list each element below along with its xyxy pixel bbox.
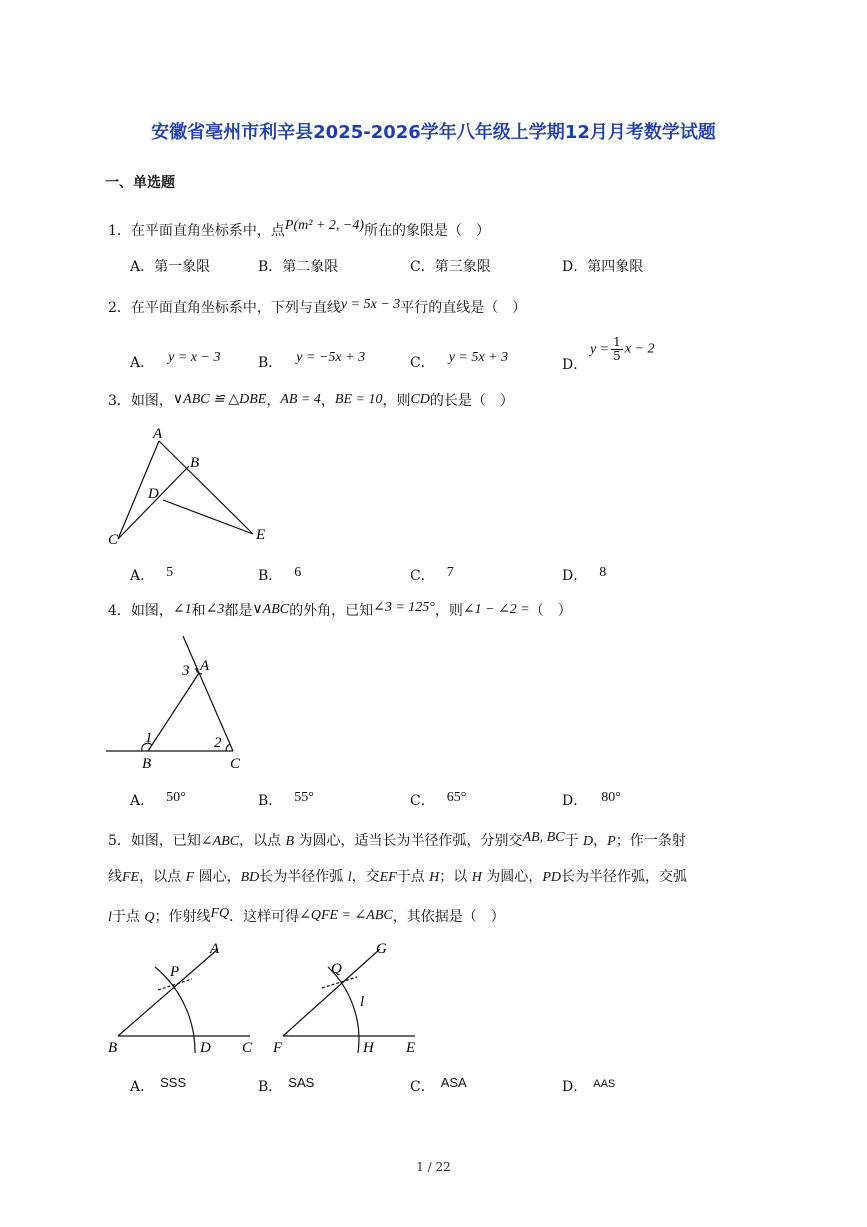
option-text: 5 xyxy=(166,565,174,580)
q2-option-c[interactable] xyxy=(410,352,508,372)
q3-option-b[interactable] xyxy=(258,565,301,585)
q5-option-c[interactable] xyxy=(410,1076,467,1096)
option-text: SSS xyxy=(160,1075,187,1090)
q5-label-a: A xyxy=(210,941,220,957)
q5-label-l: l xyxy=(360,994,365,1010)
q5-option-b[interactable] xyxy=(258,1076,314,1096)
option-text: AAS xyxy=(593,1078,616,1090)
q5-math: P xyxy=(607,834,616,849)
option-label: A． xyxy=(130,259,155,275)
q5-label-g: G xyxy=(376,941,387,957)
q3-math-ab: AB = 4 xyxy=(280,392,321,407)
q1-stem-end: 所在的象限是（ ） xyxy=(364,223,490,239)
question-2-stem xyxy=(108,297,526,317)
option-label: D． xyxy=(562,793,588,809)
option-text: 7 xyxy=(446,565,454,580)
q4-label-3: 3 xyxy=(182,663,190,679)
option-text: y = 5x + 3 xyxy=(448,350,509,365)
option-label: B． xyxy=(258,355,283,371)
q3-text: ， xyxy=(266,393,281,409)
q4-option-d[interactable] xyxy=(562,790,621,810)
q2-option-b[interactable] xyxy=(258,352,365,372)
option-label: C． xyxy=(410,793,435,809)
q5-math: D xyxy=(583,834,594,849)
option-label: C． xyxy=(410,568,435,584)
q3-text: ， xyxy=(320,393,335,409)
q3-text: 的长是（ ） xyxy=(429,393,514,409)
q3-text: ，则 xyxy=(382,393,411,409)
option-label: A． xyxy=(130,1079,155,1095)
q2-option-d[interactable] xyxy=(562,354,587,374)
option-text: SAS xyxy=(288,1075,315,1090)
q4-label-b: B xyxy=(142,756,152,772)
q4-text: 都是 xyxy=(224,603,253,619)
q5-text: ，交 xyxy=(351,869,380,885)
q4-label-a: A xyxy=(200,658,210,674)
q5-text: ，以点 xyxy=(139,869,186,885)
q5-text: 为圆心，适当长为半径作弧，分别交 xyxy=(294,833,523,849)
q5-label-e: E xyxy=(406,1040,416,1056)
option-label: D． xyxy=(562,1079,588,1095)
question-5-line-3 xyxy=(108,906,505,926)
q5-math: l xyxy=(347,870,352,885)
q2-stem-start: 2．在平面直角坐标系中，下列与直线 xyxy=(108,300,341,316)
q5-label-c: C xyxy=(242,1040,253,1056)
q5-text: 5．如图，已知 xyxy=(108,833,201,849)
q1-math-point: P(m² + 2, −4) xyxy=(284,218,364,233)
q1-option-c[interactable] xyxy=(410,256,491,276)
q1-stem-start: 1．在平面直角坐标系中，点 xyxy=(108,223,285,239)
q4-math-ask: ∠1 − ∠2 = xyxy=(462,602,530,617)
fraction xyxy=(611,336,623,363)
q5-math: AB, BC xyxy=(522,830,565,845)
q5-math: PD xyxy=(542,870,561,885)
option-label: C． xyxy=(410,355,435,371)
q5-text: 线 xyxy=(108,869,122,885)
q4-text: 4．如图， xyxy=(108,603,173,619)
option-label: A． xyxy=(130,355,155,371)
option-text: y = −5x + 3 xyxy=(296,350,366,365)
q4-figure xyxy=(100,628,260,776)
q5-math: ∠ABC xyxy=(200,834,240,849)
fraction-numerator: 1 xyxy=(613,335,621,349)
q5-text: 为圆心， xyxy=(481,869,543,885)
q5-text: ，其依据是（ ） xyxy=(392,909,505,925)
q2-option-d-math xyxy=(590,336,654,363)
option-text: 8 xyxy=(599,565,607,580)
question-4-stem xyxy=(108,600,572,620)
q4-option-c[interactable] xyxy=(410,790,466,810)
option-text: 第三象限 xyxy=(434,259,491,275)
option-text: 第一象限 xyxy=(154,259,211,275)
q5-option-d[interactable] xyxy=(562,1076,615,1096)
option-text: 80° xyxy=(601,790,621,805)
q3-option-a[interactable] xyxy=(130,565,173,585)
question-1-stem xyxy=(108,220,490,240)
q5-text: ．这样可得 xyxy=(229,909,300,925)
q4-option-a[interactable] xyxy=(130,790,186,810)
option-text: y = x − 3 xyxy=(168,350,221,365)
q5-math: H xyxy=(471,870,482,885)
q3-math-congruence: ∨ABC ≌ △DBE xyxy=(172,392,267,407)
q5-label-b: B xyxy=(108,1040,118,1056)
page-number: 1 / 22 xyxy=(416,1160,451,1174)
q5-label-h: H xyxy=(363,1040,374,1056)
q5-math: ∠QFE = ∠ABC xyxy=(299,908,393,923)
q5-label-p: P xyxy=(170,964,180,980)
q5-math: Q xyxy=(144,910,155,925)
q3-text: 3．如图， xyxy=(108,393,173,409)
option-label: A． xyxy=(130,793,155,809)
option-label: A． xyxy=(130,568,155,584)
option-label: B． xyxy=(258,1079,283,1095)
q5-math: EF xyxy=(379,870,397,885)
q5-math: FQ xyxy=(210,906,230,921)
q5-label-q: Q xyxy=(331,961,342,977)
option-label: C． xyxy=(410,1079,435,1095)
option-text: 第四象限 xyxy=(587,259,644,275)
q5-text: ；以 xyxy=(439,869,472,885)
option-label: D． xyxy=(562,568,588,584)
q4-text: 和 xyxy=(191,603,206,619)
q2-stem-end: 平行的直线是（ ） xyxy=(400,300,527,316)
q4-math-angle3: ∠3 xyxy=(205,602,225,617)
q4-math-angle1: ∠1 xyxy=(172,602,192,617)
q4-option-b[interactable] xyxy=(258,790,314,810)
q5-text: 长为半径作弧，交弧 xyxy=(560,869,687,885)
q3-option-c[interactable] xyxy=(410,565,454,585)
q5-text: ，以点 xyxy=(239,833,286,849)
option-label: C． xyxy=(410,259,435,275)
option-text: ASA xyxy=(440,1075,467,1090)
q1-option-a[interactable] xyxy=(130,256,210,276)
q3-option-d[interactable] xyxy=(562,565,606,585)
q4-math-triangle: ∨ABC xyxy=(252,602,290,617)
q5-text: 于点 xyxy=(396,869,430,885)
option-text: 50° xyxy=(166,790,186,805)
option-label: B． xyxy=(258,259,283,275)
option-label: D． xyxy=(562,259,588,275)
option-text: 55° xyxy=(294,790,314,805)
q3-figure xyxy=(100,420,290,555)
q1-option-d[interactable] xyxy=(562,256,643,276)
option-text: 6 xyxy=(294,565,302,580)
q3-label-c: C xyxy=(108,532,119,548)
option-label: B． xyxy=(258,568,283,584)
q5-text: 于 xyxy=(564,833,584,849)
q3-label-d: D xyxy=(148,486,159,502)
q3-label-a: A xyxy=(153,426,163,442)
section-heading: 一、单选题 xyxy=(105,175,175,191)
q5-math: F xyxy=(185,870,195,885)
q2-math-line: y = 5x − 3 xyxy=(340,297,401,312)
q4-text: ，则 xyxy=(434,603,463,619)
q2-option-a[interactable] xyxy=(130,352,220,372)
fraction-prefix: y = xyxy=(590,341,610,357)
q4-label-2: 2 xyxy=(214,735,222,751)
q5-text: ；作一条射 xyxy=(615,833,686,849)
q3-math-be: BE = 10 xyxy=(334,392,383,407)
fraction-denominator: 5 xyxy=(613,349,621,363)
q5-math: FE xyxy=(122,870,140,885)
option-label: D． xyxy=(562,357,588,373)
q4-text: （ ） xyxy=(529,603,572,619)
question-5-line-2 xyxy=(108,866,687,886)
question-5-line-1 xyxy=(108,830,686,850)
q4-label-c: C xyxy=(230,756,241,772)
q5-math: B xyxy=(285,834,295,849)
q3-label-e: E xyxy=(256,527,266,543)
q5-figure xyxy=(100,935,430,1060)
q5-text: 长为半径作弧 xyxy=(259,869,348,885)
q4-text: 的外角，已知 xyxy=(289,603,374,619)
q5-text: 圆心， xyxy=(194,869,241,885)
q5-math: l xyxy=(108,910,112,925)
q1-option-b[interactable] xyxy=(258,256,338,276)
q3-math-cd: CD xyxy=(410,392,430,407)
q5-text: ， xyxy=(593,833,608,849)
option-label: B． xyxy=(258,793,283,809)
q5-label-f: F xyxy=(273,1040,283,1056)
fraction-suffix: x − 2 xyxy=(624,341,655,357)
q5-option-a[interactable] xyxy=(130,1076,186,1096)
option-text: 第二象限 xyxy=(282,259,339,275)
q5-math: H xyxy=(429,870,440,885)
q4-label-1: 1 xyxy=(145,730,153,746)
q5-text: 于点 xyxy=(111,909,145,925)
q5-label-d: D xyxy=(200,1040,211,1056)
q3-label-b: B xyxy=(190,455,200,471)
q5-text: ；作射线 xyxy=(154,909,211,925)
document-title: 安徽省亳州市利辛县2025-2026学年八年级上学期12月月考数学试题 xyxy=(151,122,716,143)
q4-math-given: ∠3 = 125° xyxy=(373,600,435,615)
option-text: 65° xyxy=(446,790,467,805)
q5-math: BD xyxy=(240,870,260,885)
question-3-stem xyxy=(108,390,514,410)
